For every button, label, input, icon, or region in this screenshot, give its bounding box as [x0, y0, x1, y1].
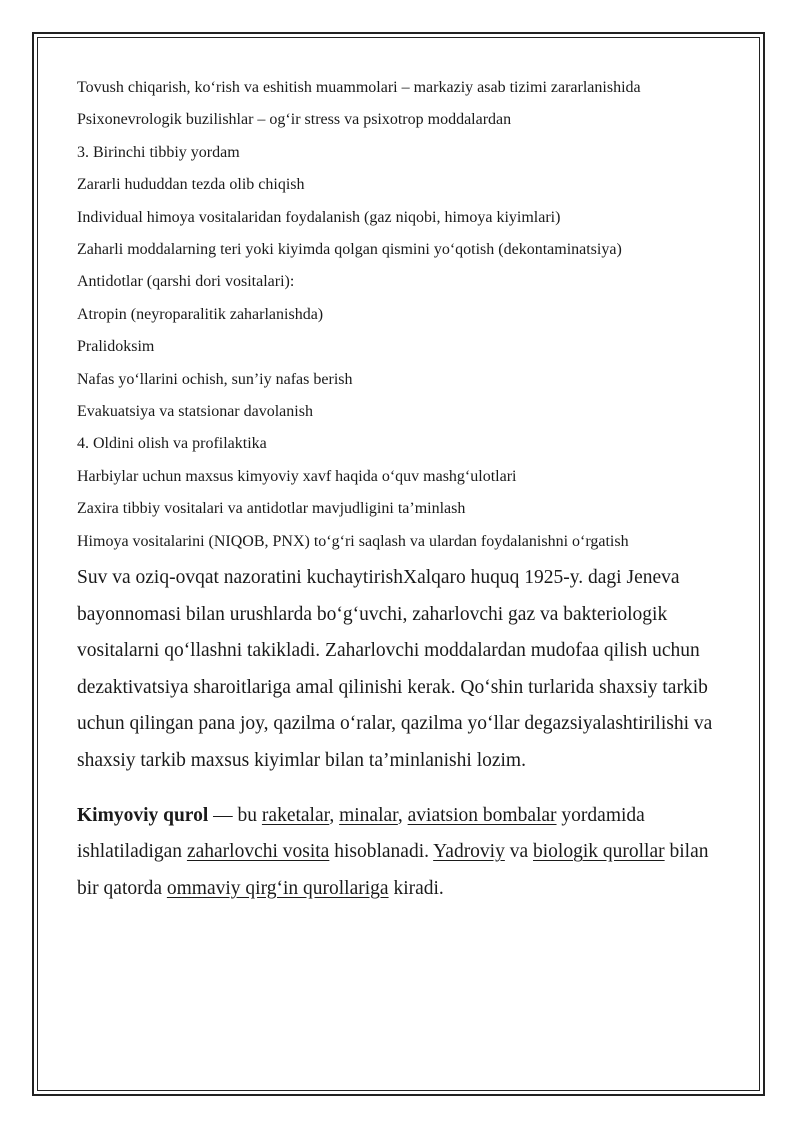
list-line: Zaharli moddalarning teri yoki kiyimda qolgan qismini yoʻqotish (dekontaminatsiya) — [77, 241, 622, 259]
link-yadroviy[interactable]: Yadroviy — [433, 841, 505, 863]
list-line: Psixonevrologik buzilishlar – ogʻir stress va psixotrop moddalardan — [77, 111, 512, 129]
defined-term: Kimyoviy qurol — [77, 804, 209, 826]
section-heading: 4. Oldini olish va profilaktika — [77, 435, 267, 453]
link-minalar[interactable]: minalar — [339, 804, 398, 826]
list-line: Zaxira tibbiy vositalari va antidotlar mavjudligini ta’minlash — [77, 500, 466, 518]
list-line: Nafas yoʻllarini ochish, sun’iy nafas berish — [77, 370, 353, 388]
list-line: Evakuatsiya va statsionar davolanish — [77, 403, 313, 421]
list-line: Atropin (neyroparalitik zaharlanishda) — [77, 305, 324, 323]
list-line: Individual himoya vositalaridan foydalanish (gaz niqobi, himoya kiyimlari) — [77, 208, 561, 226]
link-ommaviy-qirgin-qurollari[interactable]: ommaviy qirgʻin qurollariga — [166, 877, 389, 899]
list-line: Tovush chiqarish, koʻrish va eshitish muammolari – markaziy asab tizimi zararlanishida — [77, 79, 641, 96]
link-aviatsion-bombalar[interactable]: aviatsion bombalar — [407, 804, 557, 826]
section-heading: 3. Birinchi tibbiy yordam — [77, 143, 240, 161]
link-biologik-qurollar[interactable]: biologik qurollar — [533, 841, 665, 863]
list-line: Harbiylar uchun maxsus kimyoviy xavf haqida oʻquv mashgʻulotlari — [77, 467, 517, 485]
list-line: Antidotlar (qarshi dori vositalari): — [77, 273, 295, 291]
link-raketalar[interactable]: raketalar — [261, 804, 330, 826]
list-line: Zararli hududdan tezda olib chiqish — [77, 176, 305, 194]
link-zaharlovchi-vosita[interactable]: zaharlovchi vosita — [186, 841, 330, 863]
definition-paragraph: Kimyoviy qurol — bu raketalar, minalar, aviatsion bombalar yordamida ishlatiladigan zaharlovchi vosita hisoblanadi. Yadroviy va biologik qurollar bilan bir qatorda ommaviy qirgʻin qurollariga kiradi. — [77, 804, 709, 899]
body-paragraph: Suv va oziq-ovqat nazoratini kuchaytirishXalqaro huquq 1925-y. dagi Jeneva bayonnomasi bilan urushlarda boʻgʻuvchi, zaharlovchi gaz va bakteriologik vositalarni qoʻllashni takikladi. Zaharlovchi moddalardan mudofaa qilish uchun dezaktivatsiya sharoitlariga amal qilinishi kerak. Qoʻshin turlarida shaxsiy tarkib uchun qilingan pana joy, qazilma oʻralar, qazilma yoʻllar degazsiyalashtirilishi va shaxsiy tarkib maxsus kiyimlar bilan ta’minlanishi lozim. — [77, 567, 713, 772]
list-line: Himoya vositalarini (NIQOB, PNX) toʻgʻri saqlash va ulardan foydalanishni oʻrgatish — [77, 532, 629, 550]
document-body — [77, 72, 727, 907]
list-line: Pralidoksim — [77, 338, 155, 356]
